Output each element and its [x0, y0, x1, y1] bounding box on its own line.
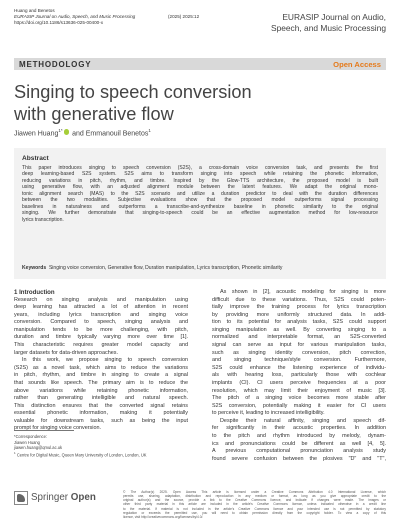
abstract-line: lyrics transcription.: [22, 216, 64, 223]
body-line: in pitch, rhythm, and timbre in singing to create a signal: [14, 372, 188, 379]
body-line: In this work, we propose singing to speech conversion: [22, 357, 188, 364]
license-line: to the material. If material is not included in the article's Creative Commons licence and your intended use is not permitted by statutory: [123, 506, 386, 511]
article-type-label: METHODOLOGY: [19, 59, 92, 69]
title-line-2: with generative flow: [14, 103, 174, 124]
journal-name-line2: Speech, and Music Processing: [271, 22, 386, 33]
body-line: S2S could enhance the listening experience of individu-: [212, 364, 386, 371]
keywords: [22, 265, 378, 271]
footnote-divider: [14, 430, 74, 431]
abstract-line: baselines in naturalness and outperforms a transcribe-and-synthesize baseline in phonetic similarity to the original: [22, 203, 378, 210]
body-line: This distinction ensures that the converted signal retains: [14, 402, 188, 409]
journal-name-line1: EURASIP Journal on Audio,: [282, 12, 386, 22]
footnote-line: *Correspondence:: [14, 434, 47, 439]
author-list: [14, 128, 151, 137]
correspondence-footnote: [14, 434, 189, 458]
body-line: and singing technique/style conversion. Furthermore,: [212, 357, 386, 364]
license-line: original author(s) and the source, provide a link to the Creative Commons licence, and indicate if changes were made. The images or: [123, 498, 386, 503]
author-conjunction: and: [72, 130, 84, 138]
footnote-affiliation: $^1$ Centre for Digital Music, Queen Mary University of London, London, UK: [14, 451, 147, 458]
license-line: regulation or exceeds the permitted use, you will need to obtain permission directly from the copyright holder. To view a copy of this: [123, 510, 386, 515]
body-line: resolution, which may limit their enjoyment of music [3].: [212, 387, 386, 394]
running-header: [14, 8, 184, 27]
open-access-label: Open Access: [333, 59, 381, 69]
header-journal: EURASIP Journal on Audio, Speech, and Music Processing: [14, 14, 136, 20]
abstract-line: reducing variations in pitch, rhythm, and timbre. Inspired by the Glow-TTS architecture, the proposed model is built: [22, 177, 378, 184]
body-line: that sounds like speech. The primary aim is to reduce the: [14, 379, 188, 386]
article-type-banner: [14, 58, 386, 70]
author-2-affiliation: 1: [148, 128, 151, 133]
header-year-volume: (2025) 2025:12: [168, 14, 200, 20]
license-line: other third party material in this article are included in the article's Creative Commons licence, unless indicated otherwise in a credit line: [123, 502, 386, 507]
body-line: larger datasets for data-driven approaches.: [14, 349, 118, 356]
body-line: ics and pronunciations could be different as well [4, 5].: [212, 440, 386, 447]
springer-open-logo: [14, 490, 99, 506]
body-line: tially improve the training process for lyrics transcription: [212, 304, 386, 311]
body-line: signal can serve as input for various manipulation tasks,: [212, 342, 386, 349]
body-line: to the pitch and rhythm introduced by melody, dynam-: [212, 432, 386, 439]
body-line: prompt for singing voice conversion.: [14, 425, 102, 432]
body-line: fer significantly in their acoustic properties. In addition: [212, 425, 386, 432]
body-line: such as singing identity conversion, pitch correction,: [212, 349, 386, 356]
body-line: As shown in [2], acoustic modeling for singing is more: [220, 289, 386, 295]
abstract-heading: Abstract: [22, 155, 49, 162]
body-line: tion to its potential for analysis tasks, S2S could support: [212, 319, 386, 326]
footnote-email[interactable]: jiawen.huang@qmul.ac.uk: [14, 445, 63, 451]
body-line: essential phonetic information, making it potentially: [14, 410, 188, 417]
body-right-column: [212, 289, 386, 463]
body-line: S2S conversion, potentially making it easier for CI users: [212, 402, 386, 409]
body-line: duration and timbre typically varying more over time [1].: [14, 334, 188, 341]
logo-text: Springer Open: [31, 492, 96, 503]
orcid-icon[interactable]: [64, 129, 70, 135]
license-line: licence, visit http://creativecommons.org/licenses/by/4.0/.: [123, 514, 204, 519]
body-line: als with hearing loss, particularly those with cochlear: [212, 372, 386, 379]
author-1-name[interactable]: Jiawen Huang: [14, 130, 59, 138]
body-line: by providing more uniformly structured data. In addi-: [212, 311, 386, 318]
body-line: manipulation tends to be more challenging, with pitch,: [14, 326, 188, 333]
abstract-line: between the two modalities. Subjective evaluations show that the proposed model outperforms signal processing: [22, 197, 378, 204]
abstract-line: tonic alignment search (MAS) to the S2S scenario and utilize a duration predictor to deal with the duration differences: [22, 190, 378, 197]
footnote-line: Jiawen Huang: [14, 439, 40, 445]
author-1-affiliation: 1*: [58, 128, 63, 133]
body-line: found severe confusion between the plosives "D" and "T",: [212, 455, 386, 462]
body-line: conversion. Compared to speech, singing analysis and: [14, 319, 188, 326]
license-line: permits use, sharing, adaptation, distribution and reproduction in any medium or format, as long as you give appropriate credit to the: [123, 494, 386, 499]
springer-horse-icon: [14, 491, 28, 505]
abstract-line: This paper introduces singing to speech conversion (S2S), a cross-domain voice conversion task, and presents the first: [22, 165, 378, 171]
body-line: Despite their natural affinity, singing and speech dif-: [220, 417, 386, 424]
affiliation-marker: 1: [14, 451, 16, 456]
abstract-line: singing. We further demonstrate that singing-to-speech could be an effective augmentation method for low-resource: [22, 210, 378, 217]
body-line: valuable for downstream tasks, such as being the input: [14, 417, 188, 424]
keywords-label: Keywords: [22, 265, 47, 271]
body-line: The pitch of a singing voice becomes more stable after: [212, 395, 386, 402]
abstract-line: using generative flow, with an adjusted alignment module between the latent features. We adapt the original mono-: [22, 184, 378, 191]
body-line: to perceive it, leading to increased intelligibility.: [212, 410, 325, 417]
body-line: singing manipulation as well. By converting singing to a: [212, 326, 386, 333]
title-line-1: Singing to speech conversion: [14, 82, 252, 102]
journal-name: [236, 12, 386, 33]
abstract-line: deep learning-based S2S system. S2S aims to transform singing into speech while retaining the phonetic information,: [22, 171, 378, 178]
body-line: rather than generating intelligible and natural speech.: [14, 395, 188, 402]
header-authors: Huang and Benetos: [14, 8, 55, 13]
body-line: A previous computational pronunciation analysis study: [212, 448, 386, 455]
body-line: normalized and interpretable format, an S2S-converted: [212, 334, 386, 341]
body-line: years, including lyrics transcription and singing voice: [14, 311, 188, 318]
body-line: deep learning has attracted a lot of attention in recent: [14, 304, 188, 311]
license-statement: [123, 490, 386, 519]
body-line: implants (CI). CI users perceive frequencies at a poor: [212, 379, 386, 386]
body-line: Research on singing analysis and manipulation using: [14, 296, 188, 303]
keywords-list: Singing voice conversion, Generative flow, Duration manipulation, Lyrics transcription, Phonetic similarity: [48, 265, 283, 271]
body-line: above variations while retaining phonetic information,: [14, 387, 188, 394]
section-heading: 1 Introduction: [14, 289, 55, 296]
body-left-column: [14, 289, 188, 433]
abstract-text: [22, 165, 378, 223]
article-title: [14, 82, 344, 125]
author-2-name[interactable]: Emmanouil Benetos: [85, 130, 149, 138]
body-line: This characteristic requires greater model capacity and: [14, 342, 188, 349]
body-line: (S2S) as a novel task, which aims to reduce the variations: [14, 364, 188, 371]
license-line: © The Author(s) 2025. Open Access This article is licensed under a Creative Commons Attribution 4.0 International License, which: [123, 490, 386, 494]
body-line: difficult due to these variations. Thus, S2S could poten-: [212, 296, 386, 303]
header-doi[interactable]: https://doi.org/10.1186/s13636-025-00400-x: [14, 20, 104, 26]
